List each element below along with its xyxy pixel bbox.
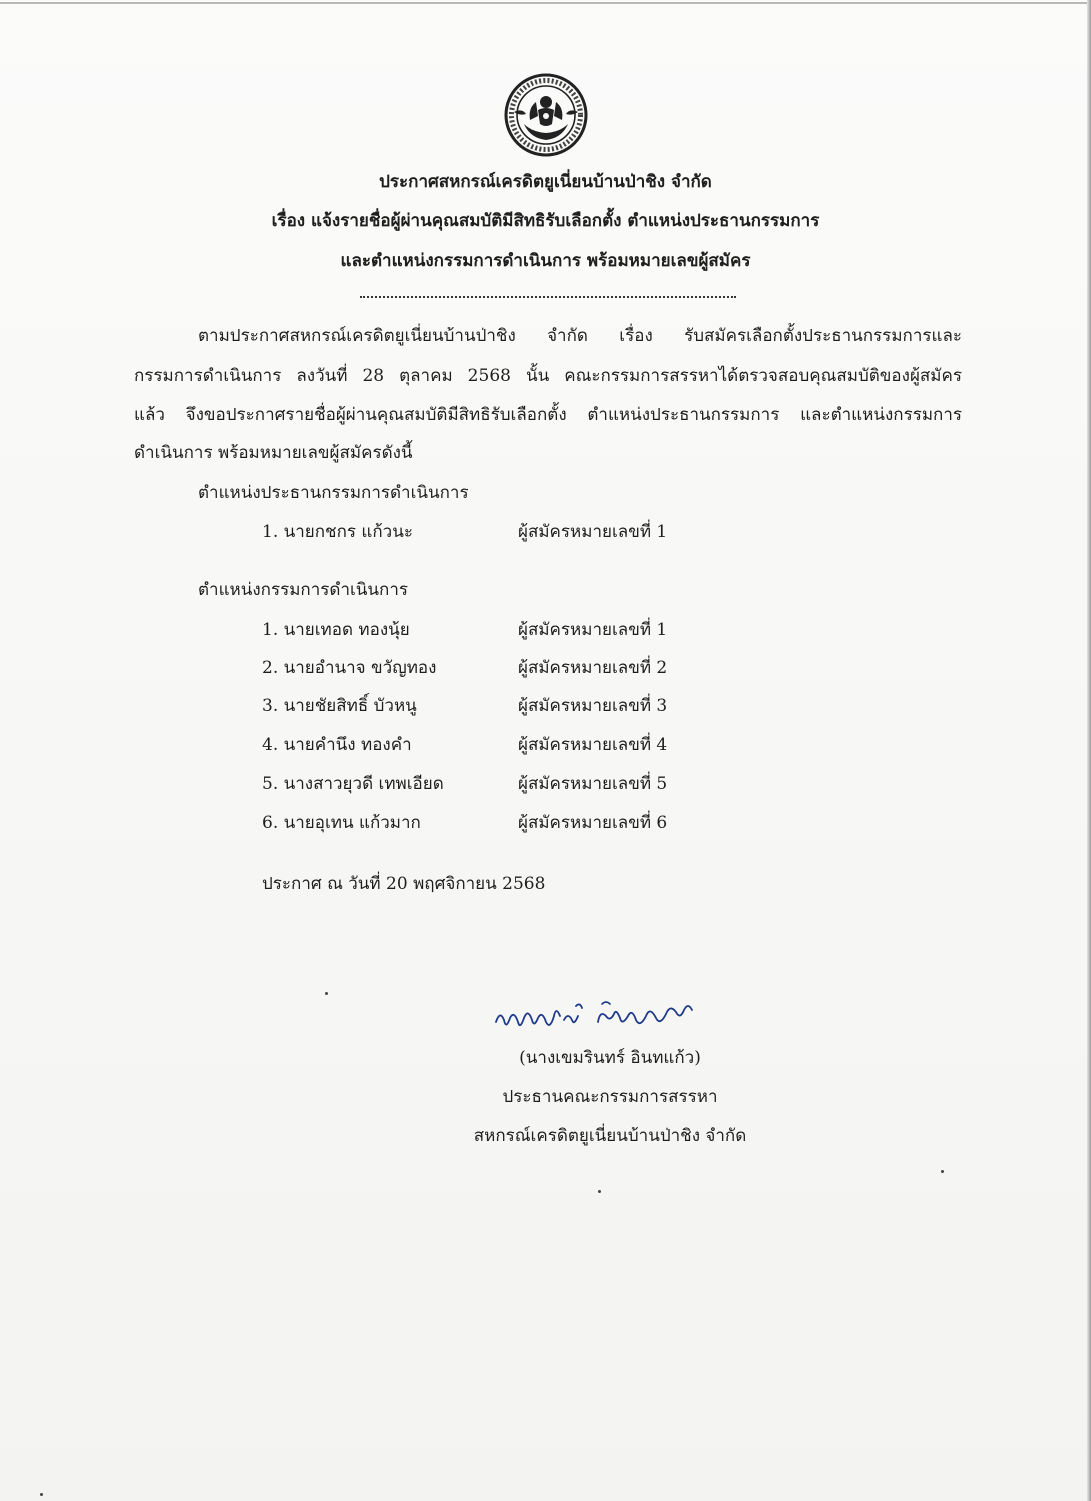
- announcement-title: ประกาศสหกรณ์เครดิตยูเนี่ยนบ้านป่าชิง จำกัด: [379, 172, 712, 192]
- candidate-name: 5. นางสาวยุวดี เทพเอียด: [262, 774, 444, 794]
- candidate-name: 4. นายคำนึง ทองคำ: [262, 735, 412, 755]
- scan-speck: [40, 1493, 43, 1496]
- candidate-number: ผู้สมัครหมายเลขที่ 1: [518, 522, 668, 542]
- handwritten-signature: [490, 996, 700, 1040]
- candidate-number: ผู้สมัครหมายเลขที่ 3: [518, 696, 668, 716]
- candidate-name: 3. นายชัยสิทธิ์ บัวหนู: [262, 696, 417, 716]
- body-line-1: ตามประกาศสหกรณ์เครดิตยูเนี่ยนบ้านป่าชิง จำกัด เรื่อง รับสมัครเลือกตั้งประธานกรรมการและ: [198, 326, 962, 346]
- signatory-position: ประธานคณะกรรมการสรรหา: [502, 1087, 718, 1107]
- announcement-subject-continued: และตำแหน่งกรรมการดำเนินการ พร้อมหมายเลขผู้สมัคร: [340, 251, 751, 271]
- body-line-4: ดำเนินการ พร้อมหมายเลขผู้สมัครดังนี้: [134, 443, 413, 463]
- candidate-name: 2. นายอำนาจ ขวัญทอง: [262, 658, 437, 678]
- candidate-number: ผู้สมัครหมายเลขที่ 4: [518, 735, 668, 755]
- candidate-number: ผู้สมัครหมายเลขที่ 6: [518, 813, 668, 833]
- signatory-name: (นางเขมรินทร์ อินทแก้ว): [519, 1048, 701, 1068]
- candidate-number: ผู้สมัครหมายเลขที่ 1: [518, 620, 668, 640]
- scan-speck: [941, 1170, 944, 1173]
- candidate-number: ผู้สมัครหมายเลขที่ 5: [518, 774, 668, 794]
- announcement-subject: เรื่อง แจ้งรายชื่อผู้ผ่านคุณสมบัติมีสิทธิรับเลือกตั้ง ตำแหน่งประธานกรรมการ: [271, 211, 820, 231]
- candidate-name: 1. นายกชกร แก้วนะ: [262, 522, 413, 542]
- candidate-name: 1. นายเทอด ทองนุ้ย: [262, 620, 410, 640]
- scan-speck: [325, 992, 328, 995]
- scan-speck: [598, 1190, 601, 1193]
- chairman-heading: ตำแหน่งประธานกรรมการดำเนินการ: [198, 483, 469, 503]
- body-line-3: แล้ว จึงขอประกาศรายชื่อผู้ผ่านคุณสมบัติมีสิทธิรับเลือกตั้ง ตำแหน่งประธานกรรมการ และตำแหน่งกรรมการ: [134, 405, 962, 425]
- candidate-name: 6. นายอุเทน แก้วมาก: [262, 813, 421, 833]
- dotted-divider: [360, 296, 736, 298]
- committee-heading: ตำแหน่งกรรมการดำเนินการ: [198, 580, 409, 600]
- body-line-2: กรรมการดำเนินการ ลงวันที่ 28 ตุลาคม 2568 นั้น คณะกรรมการสรรหาได้ตรวจสอบคุณสมบัติของผู้สมัคร: [134, 366, 962, 386]
- signatory-organization: สหกรณ์เครดิตยูเนี่ยนบ้านป่าชิง จำกัด: [473, 1126, 747, 1146]
- cooperative-seal-icon: [500, 72, 592, 158]
- announcement-date: ประกาศ ณ วันที่ 20 พฤศจิกายน 2568: [262, 874, 546, 894]
- scan-edge-top: [0, 2, 1091, 4]
- candidate-number: ผู้สมัครหมายเลขที่ 2: [518, 658, 668, 678]
